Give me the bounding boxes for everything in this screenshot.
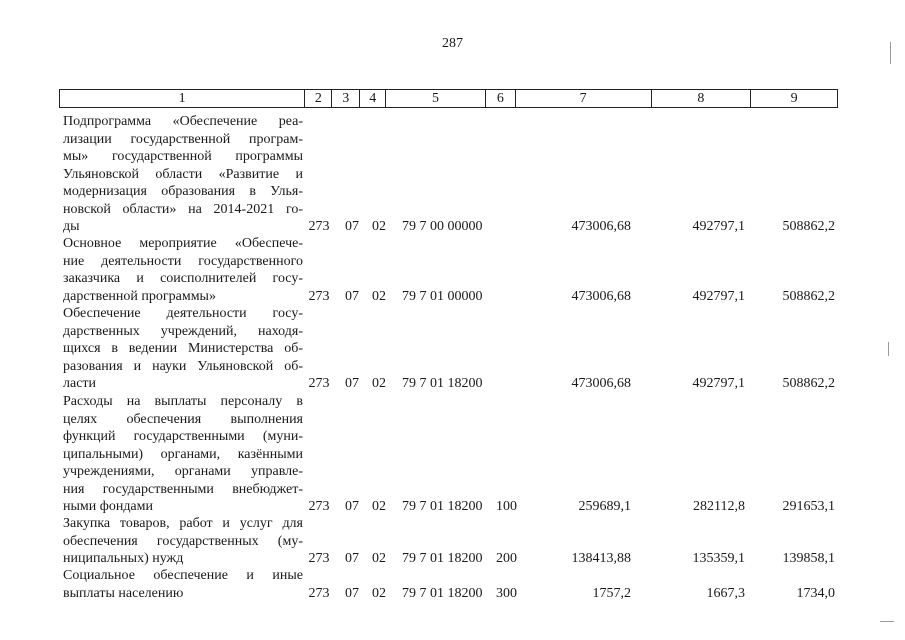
- section-code: 07: [345, 219, 359, 234]
- amount-col-8: 492797,1: [692, 219, 745, 234]
- target-article-code: 79 7 00 00000: [402, 219, 483, 234]
- target-article-code: 79 7 01 18200: [402, 585, 483, 601]
- amount-col-8: 135359,1: [692, 551, 745, 566]
- description-line: ние деятельности государственного: [63, 253, 303, 269]
- page-number: 287: [442, 36, 463, 51]
- description-line: Подпрограмма «Обеспечение реа-: [63, 114, 303, 129]
- description-line: ными фондами: [63, 499, 154, 514]
- row-description: [63, 393, 303, 516]
- scan-artifact: [888, 342, 889, 356]
- scan-artifact: [880, 621, 894, 622]
- description-line: ниципальных) нужд: [63, 551, 184, 566]
- expense-type-code: 200: [496, 551, 517, 566]
- description-line: Закупка товаров, работ и услуг для: [63, 516, 303, 531]
- admin-code: 273: [308, 219, 330, 234]
- description-line: Обеспечение деятельности госу-: [63, 306, 303, 321]
- amount-col-9: 291653,1: [782, 499, 835, 514]
- section-code: 07: [345, 288, 359, 304]
- amount-col-7: 473006,68: [571, 219, 631, 234]
- description-line: заказчика и соисполнителей госу-: [63, 271, 303, 286]
- header-col-1: 1: [60, 90, 305, 107]
- description-line: Основное мероприятие «Обеспече-: [63, 236, 303, 251]
- description-line: ния государственными внебюджет-: [63, 481, 303, 497]
- header-col-8: 8: [652, 90, 752, 107]
- admin-code: 273: [308, 376, 330, 391]
- description-line: обеспечения государственных (му-: [63, 533, 303, 549]
- description-line: ласти: [63, 376, 97, 391]
- target-article-code: 79 7 01 18200: [402, 499, 483, 514]
- description-line: мы» государственной программы: [63, 149, 303, 164]
- row-description: [63, 567, 303, 602]
- table-row: [59, 567, 838, 602]
- target-article-code: 79 7 01 18200: [402, 551, 483, 566]
- target-article-code: 79 7 01 00000: [402, 288, 483, 304]
- row-description: [63, 235, 303, 305]
- description-line: лизации государственной програм-: [63, 131, 303, 147]
- row-description: [63, 515, 303, 568]
- admin-code: 273: [308, 288, 330, 304]
- amount-col-8: 1667,3: [706, 585, 745, 601]
- description-line: учреждениями, органами управле-: [63, 464, 303, 479]
- amount-col-9: 508862,2: [782, 376, 835, 391]
- header-col-7: 7: [516, 90, 652, 107]
- scan-artifact: [890, 42, 891, 64]
- amount-col-9: 508862,2: [782, 219, 835, 234]
- description-line: щихся в ведении Министерства об-: [63, 341, 303, 356]
- header-col-9: 9: [790, 91, 798, 106]
- table-row: [59, 235, 838, 305]
- description-line: Расходы на выплаты персоналу в: [63, 394, 303, 409]
- header-col-3: 3: [332, 90, 360, 107]
- table-row: [59, 393, 838, 516]
- amount-col-8: 492797,1: [692, 288, 745, 304]
- description-line: целях обеспечения выполнения: [63, 411, 303, 427]
- description-line: ципальными) органами, казёнными: [63, 446, 303, 462]
- description-line: Социальное обеспечение и иные: [63, 568, 303, 583]
- target-article-code: 79 7 01 18200: [402, 376, 483, 391]
- amount-col-8: 492797,1: [692, 376, 745, 391]
- header-col-5: 5: [386, 90, 486, 107]
- section-code: 07: [345, 499, 359, 514]
- subsection-code: 02: [372, 219, 386, 234]
- amount-col-9: 1734,0: [796, 585, 835, 601]
- admin-code: 273: [308, 551, 330, 566]
- amount-col-7: 473006,68: [571, 376, 631, 391]
- amount-col-7: 259689,1: [578, 499, 631, 514]
- description-line: модернизация образования в Улья-: [63, 184, 303, 199]
- description-line: ды: [63, 219, 80, 234]
- expense-type-code: 100: [496, 499, 517, 514]
- table-header-row: [59, 89, 838, 108]
- subsection-code: 02: [372, 585, 386, 601]
- amount-col-8: 282112,8: [693, 499, 745, 514]
- section-code: 07: [345, 376, 359, 391]
- amount-col-7: 1757,2: [592, 585, 631, 601]
- description-line: дарственной программы»: [63, 288, 216, 304]
- description-line: разования и науки Ульяновской об-: [63, 358, 303, 374]
- table-row: [59, 305, 838, 393]
- description-line: новской области» на 2014-2021 го-: [63, 201, 303, 217]
- row-description: [63, 113, 303, 236]
- table-row: [59, 515, 838, 568]
- description-line: Ульяновской области «Развитие и: [63, 166, 303, 182]
- amount-col-9: 508862,2: [782, 288, 835, 304]
- admin-code: 273: [308, 585, 330, 601]
- description-line: выплаты населению: [63, 585, 184, 601]
- subsection-code: 02: [372, 288, 386, 304]
- expense-type-code: 300: [496, 585, 517, 601]
- header-col-2: 2: [305, 90, 332, 107]
- table-row: [59, 113, 838, 236]
- amount-col-9: 139858,1: [782, 551, 835, 566]
- description-line: дарственных учреждений, находя-: [63, 323, 303, 339]
- subsection-code: 02: [372, 499, 386, 514]
- amount-col-7: 473006,68: [571, 288, 631, 304]
- header-col-4: 4: [360, 90, 386, 107]
- description-line: функций государственными (муни-: [63, 429, 303, 444]
- subsection-code: 02: [372, 551, 386, 566]
- row-description: [63, 305, 303, 393]
- subsection-code: 02: [372, 376, 386, 391]
- amount-col-7: 138413,88: [571, 551, 631, 566]
- section-code: 07: [345, 585, 359, 601]
- admin-code: 273: [308, 499, 330, 514]
- header-col-6: 6: [486, 90, 516, 107]
- section-code: 07: [345, 551, 359, 566]
